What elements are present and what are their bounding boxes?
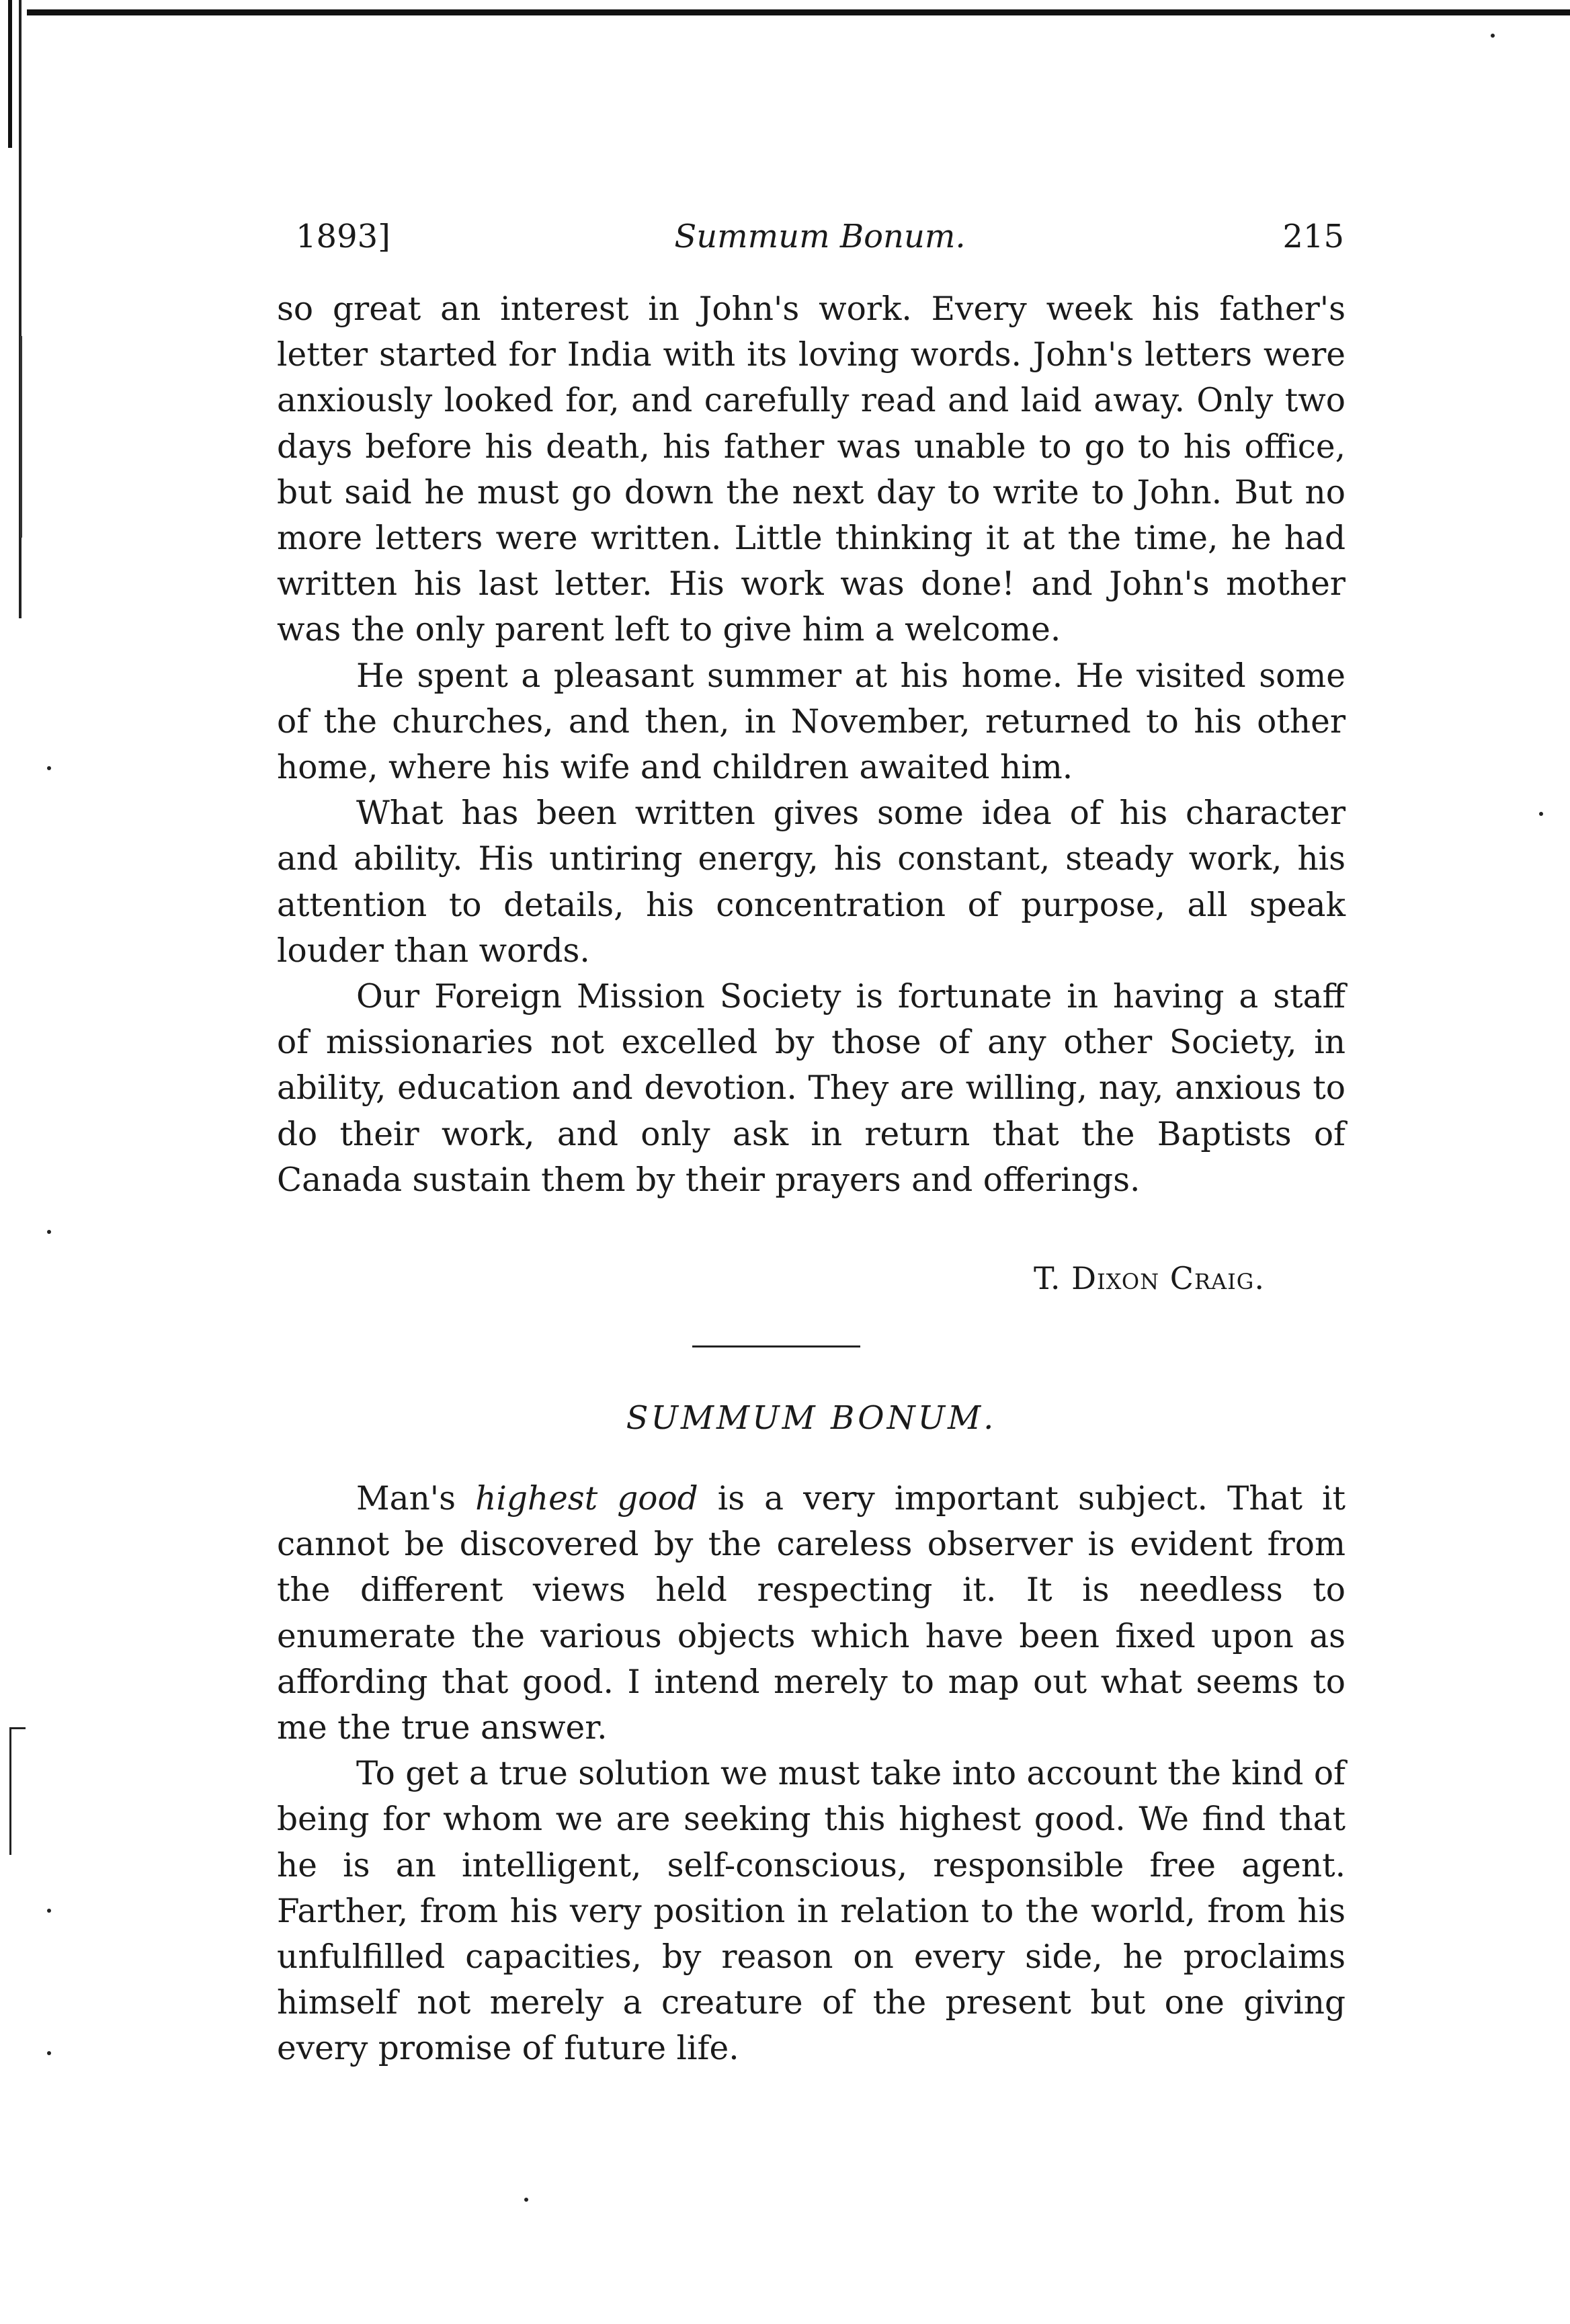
emphasis-text: highest good bbox=[475, 1480, 698, 1518]
scan-speck bbox=[1539, 812, 1543, 816]
paragraph: Our Foreign Mission Society is fortunate in having a staff of missionaries not excelled by those of any other Society, in ability, education and devotion. They are willing, nay, anxious to do their work, and only ask in return that the Baptists of Canada sustain them by their prayers and offerings. bbox=[277, 978, 1346, 1199]
paragraph bbox=[277, 1476, 1346, 1751]
scan-top-rule bbox=[27, 9, 1570, 15]
article-conclusion bbox=[277, 286, 1346, 1203]
scan-speck bbox=[47, 2051, 51, 2055]
scan-speck bbox=[524, 2198, 528, 2202]
paragraph: What has been written gives some idea of his character and ability. His untiring energy, his constant, steady work, his attention to details, his concentration of purpose, all speak louder than words. bbox=[277, 794, 1346, 970]
scan-speck bbox=[47, 1909, 51, 1913]
scan-speck bbox=[47, 766, 51, 770]
section-divider bbox=[692, 1345, 860, 1347]
page-number: 215 bbox=[1282, 218, 1344, 255]
paragraph-text: Man's bbox=[356, 1480, 476, 1518]
paragraph: To get a true solution we must take into account the kind of being for whom we are seeking this highest good. We find that he is an intelligent, self-conscious, responsible free agent. Farther, from his very position in relation to the world, from his unfulfilled capacities, by reason on every side, he proclaims himself not merely a creature of the present but one giving every promise of future life. bbox=[277, 1755, 1346, 2068]
scan-bracket-mark bbox=[9, 1727, 11, 1855]
article-body bbox=[277, 1476, 1346, 2072]
author-signature: T. Dixon Craig. bbox=[1034, 1260, 1265, 1296]
scan-speck bbox=[1491, 34, 1495, 38]
section-title: SUMMUM BONUM. bbox=[626, 1399, 997, 1437]
scan-speck bbox=[47, 1230, 51, 1234]
paragraph-text: is a very important subject. That it cannot be discovered by the careless observer is evident from the different views held respecting it. It is needless to enumerate the various objects which have been fixed upon as affording that good. I intend merely to map out what seems to me the true answer. bbox=[277, 1480, 1346, 1747]
paragraph: so great an interest in John's work. Every week his father's letter started for India with its loving words. John's letters were anxiously looked for, and carefully read and laid away. Only two days before his death, his father was unable to go to his office, but said he must go down the next day to write to John. But no more letters were written. Little thinking it at the time, he had written his last letter. His work was done! and John's mother was the only parent left to give him a welcome. bbox=[277, 290, 1346, 649]
running-header bbox=[296, 216, 1344, 257]
running-title: Summum Bonum. bbox=[674, 218, 966, 255]
header-year: 1893] bbox=[296, 218, 390, 255]
scan-edge-mark bbox=[8, 0, 12, 148]
paragraph: He spent a pleasant summer at his home. He visited some of the churches, and then, in November, returned to his other home, where his wife and children awaited him. bbox=[277, 657, 1346, 787]
scan-left-bar bbox=[20, 336, 22, 538]
